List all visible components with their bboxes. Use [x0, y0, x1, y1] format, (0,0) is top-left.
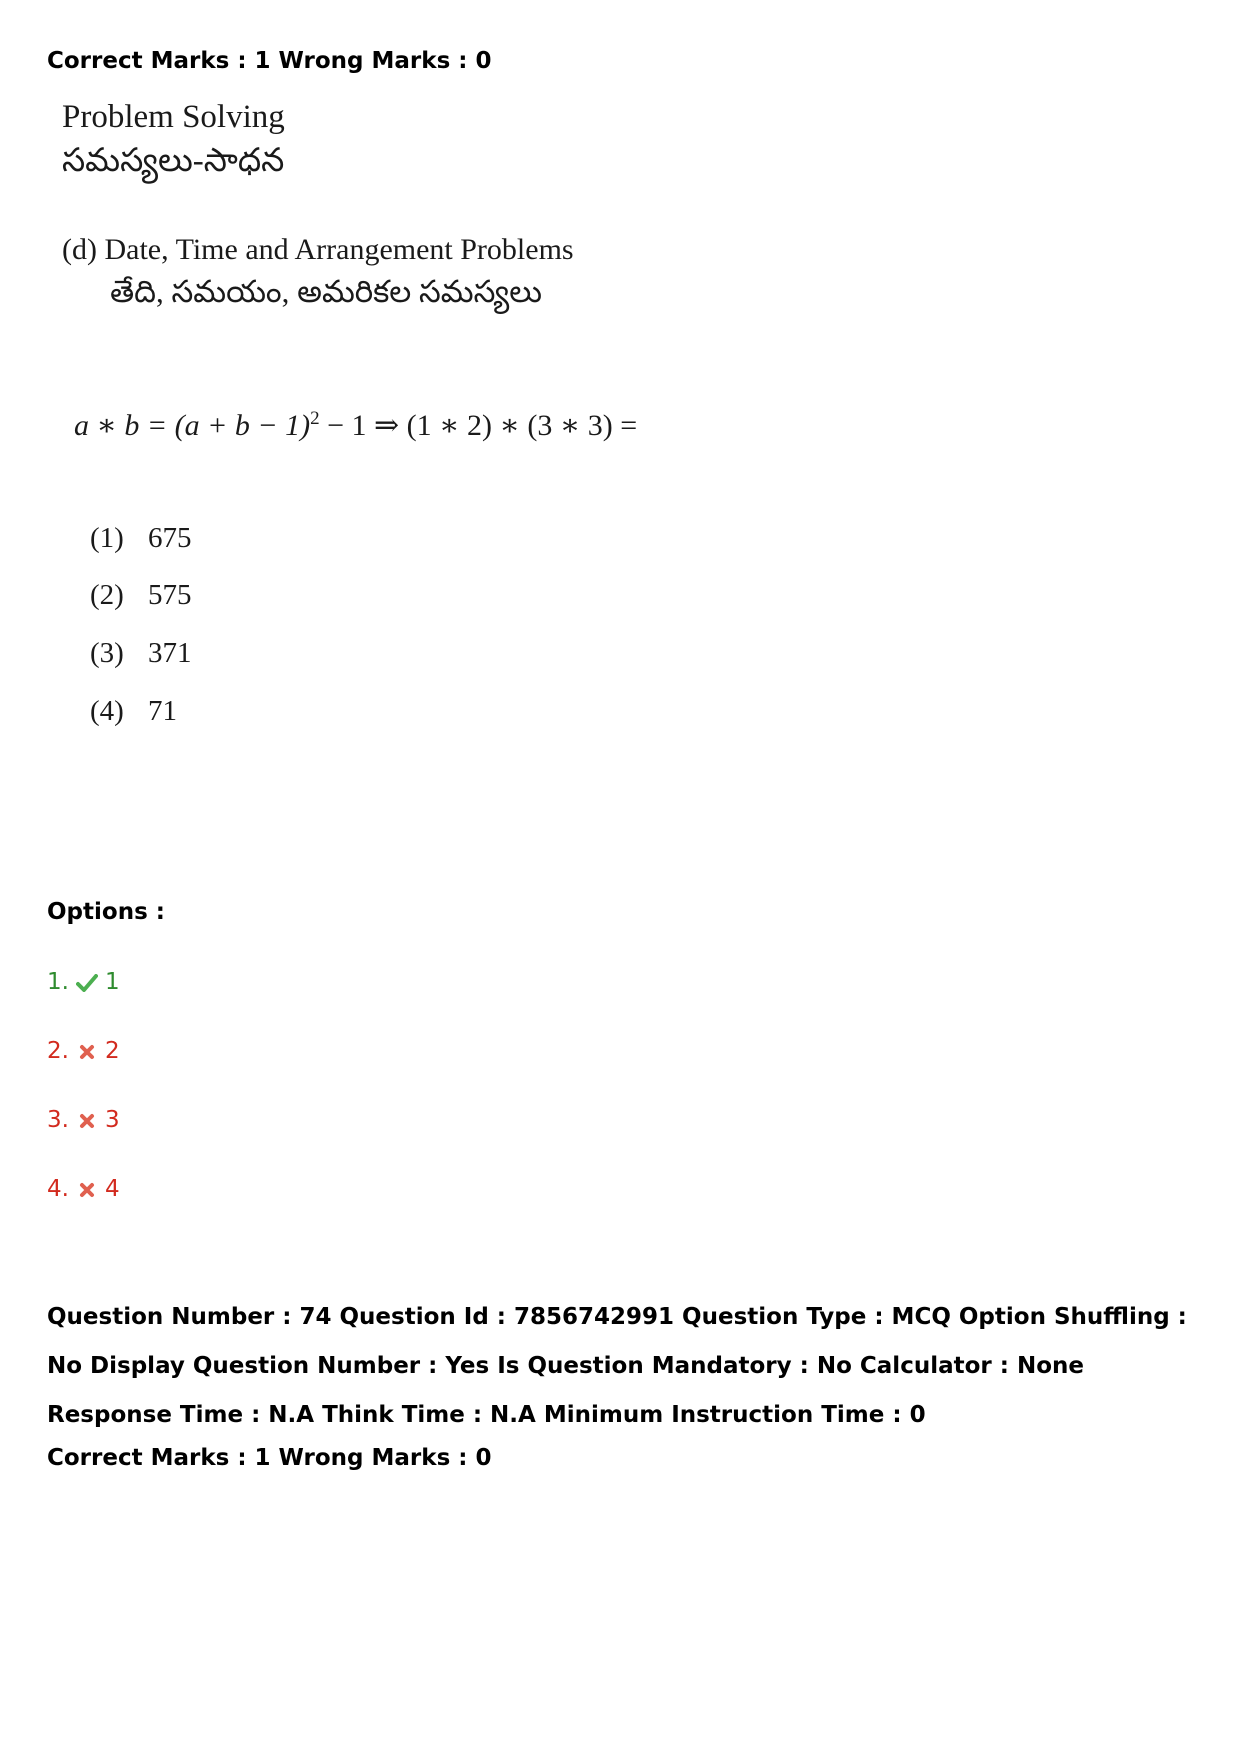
formula-left: a ∗ b = (a + b − 1)	[74, 409, 311, 442]
options-heading: Options :	[47, 899, 165, 925]
question-choice	[90, 635, 192, 671]
question-formula	[74, 401, 637, 444]
choice-number: (2)	[90, 579, 124, 611]
option-index: 1.	[47, 969, 69, 995]
option-index: 2.	[47, 1038, 69, 1064]
question-choice	[90, 577, 192, 613]
option-label: 2	[104, 1038, 120, 1064]
cross-icon	[75, 1113, 99, 1129]
check-icon	[75, 974, 99, 992]
option-label: 4	[104, 1176, 120, 1202]
subsection-title: (d) Date, Time and Arrangement Problems	[62, 233, 574, 266]
question-meta: Question Number : 74 Question Id : 7856742991 Question Type : MCQ Option Shuffling : No Display Question Number : Yes Is Question Mandatory : No Calculator : None Response Time : N.A Think Time : N.A Minimum Instruction Time : 0	[47, 1304, 1187, 1428]
choice-number: (3)	[90, 637, 124, 669]
correct-marks-footer: Correct Marks : 1 Wrong Marks : 0	[47, 1445, 492, 1471]
option-index: 3.	[47, 1107, 69, 1133]
choice-number: (4)	[90, 695, 124, 727]
formula-exponent: 2	[310, 408, 320, 429]
choice-number: (1)	[90, 522, 124, 554]
option-label: 1	[104, 969, 120, 995]
option-item	[47, 1174, 120, 1204]
question-image	[60, 95, 700, 735]
cross-icon	[75, 1182, 99, 1198]
question-choice	[90, 693, 177, 729]
question-choice	[90, 520, 192, 556]
choice-value: 575	[148, 579, 192, 611]
section-title: Problem Solving	[62, 99, 285, 135]
choice-value: 675	[148, 522, 192, 554]
option-item	[47, 1036, 120, 1066]
option-index: 4.	[47, 1176, 69, 1202]
correct-marks-header: Correct Marks : 1 Wrong Marks : 0	[47, 48, 492, 74]
formula-right: − 1 ⇒ (1 ∗ 2) ∗ (3 ∗ 3) =	[319, 409, 638, 442]
section-title-telugu: సమస్యలు-సాధన	[62, 143, 285, 179]
subsection-title-telugu: తేది, సమయం, అమరికల సమస్యలు	[110, 274, 542, 309]
option-item	[47, 967, 120, 997]
option-item	[47, 1105, 120, 1135]
option-label: 3	[104, 1107, 120, 1133]
choice-value: 71	[148, 695, 177, 727]
cross-icon	[75, 1044, 99, 1060]
choice-value: 371	[148, 637, 192, 669]
